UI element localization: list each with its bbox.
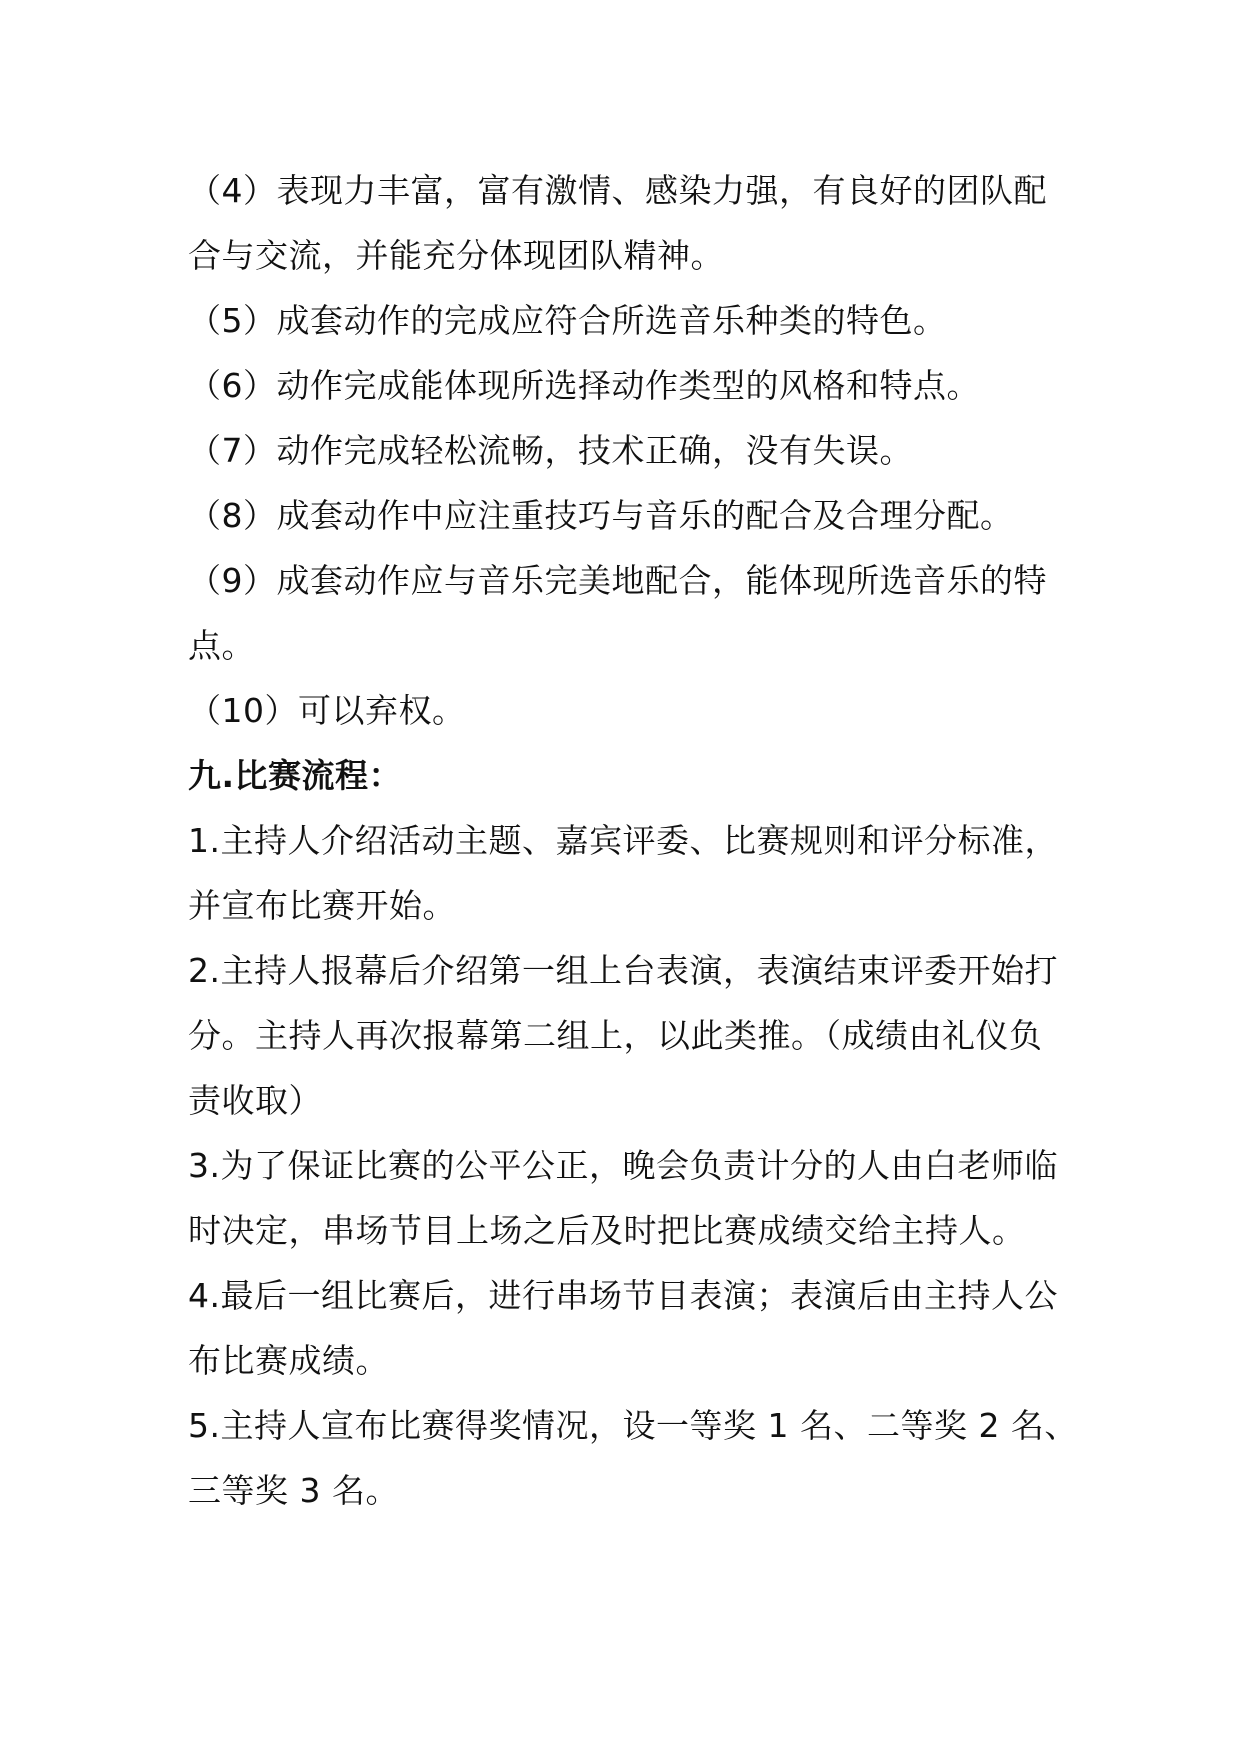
criterion-9-line-1: （9）成套动作应与音乐完美地配合，能体现所选音乐的特 xyxy=(188,561,1047,600)
section-heading-competition-process: 九.比赛流程： xyxy=(188,756,403,795)
criterion-5: （5）成套动作的完成应符合所选音乐种类的特色。 xyxy=(188,301,947,340)
criterion-4-line-2: 合与交流，并能充分体现团队精神。 xyxy=(188,236,724,275)
criterion-6: （6）动作完成能体现所选择动作类型的风格和特点。 xyxy=(188,366,980,405)
document-body xyxy=(188,158,1078,1523)
step-5-line-2: 三等奖 3 名。 xyxy=(188,1471,399,1510)
criterion-4-line-1: （4）表现力丰富，富有激情、感染力强，有良好的团队配 xyxy=(188,171,1047,210)
criterion-9-line-2: 点。 xyxy=(188,626,255,665)
criterion-10: （10）可以弃权。 xyxy=(188,691,466,730)
step-5-line-1: 5.主持人宣布比赛得奖情况，设一等奖 1 名、二等奖 2 名、 xyxy=(188,1406,1078,1445)
step-2-line-2: 分。主持人再次报幕第二组上，以此类推。（成绩由礼仪负 xyxy=(188,1016,1043,1055)
criterion-7: （7）动作完成轻松流畅，技术正确，没有失误。 xyxy=(188,431,913,470)
step-1-line-2: 并宣布比赛开始。 xyxy=(188,886,456,925)
step-3-line-1: 3.为了保证比赛的公平公正，晚会负责计分的人由白老师临 xyxy=(188,1146,1058,1185)
step-3-line-2: 时决定，串场节目上场之后及时把比赛成绩交给主持人。 xyxy=(188,1211,1026,1250)
step-4-line-1: 4.最后一组比赛后，进行串场节目表演；表演后由主持人公 xyxy=(188,1276,1058,1315)
step-2-line-1: 2.主持人报幕后介绍第一组上台表演，表演结束评委开始打 xyxy=(188,951,1058,990)
step-2-line-3: 责收取） xyxy=(188,1081,322,1120)
step-1-line-1: 1.主持人介绍活动主题、嘉宾评委、比赛规则和评分标准， xyxy=(188,821,1058,860)
step-4-line-2: 布比赛成绩。 xyxy=(188,1341,389,1380)
criterion-8: （8）成套动作中应注重技巧与音乐的配合及合理分配。 xyxy=(188,496,1014,535)
